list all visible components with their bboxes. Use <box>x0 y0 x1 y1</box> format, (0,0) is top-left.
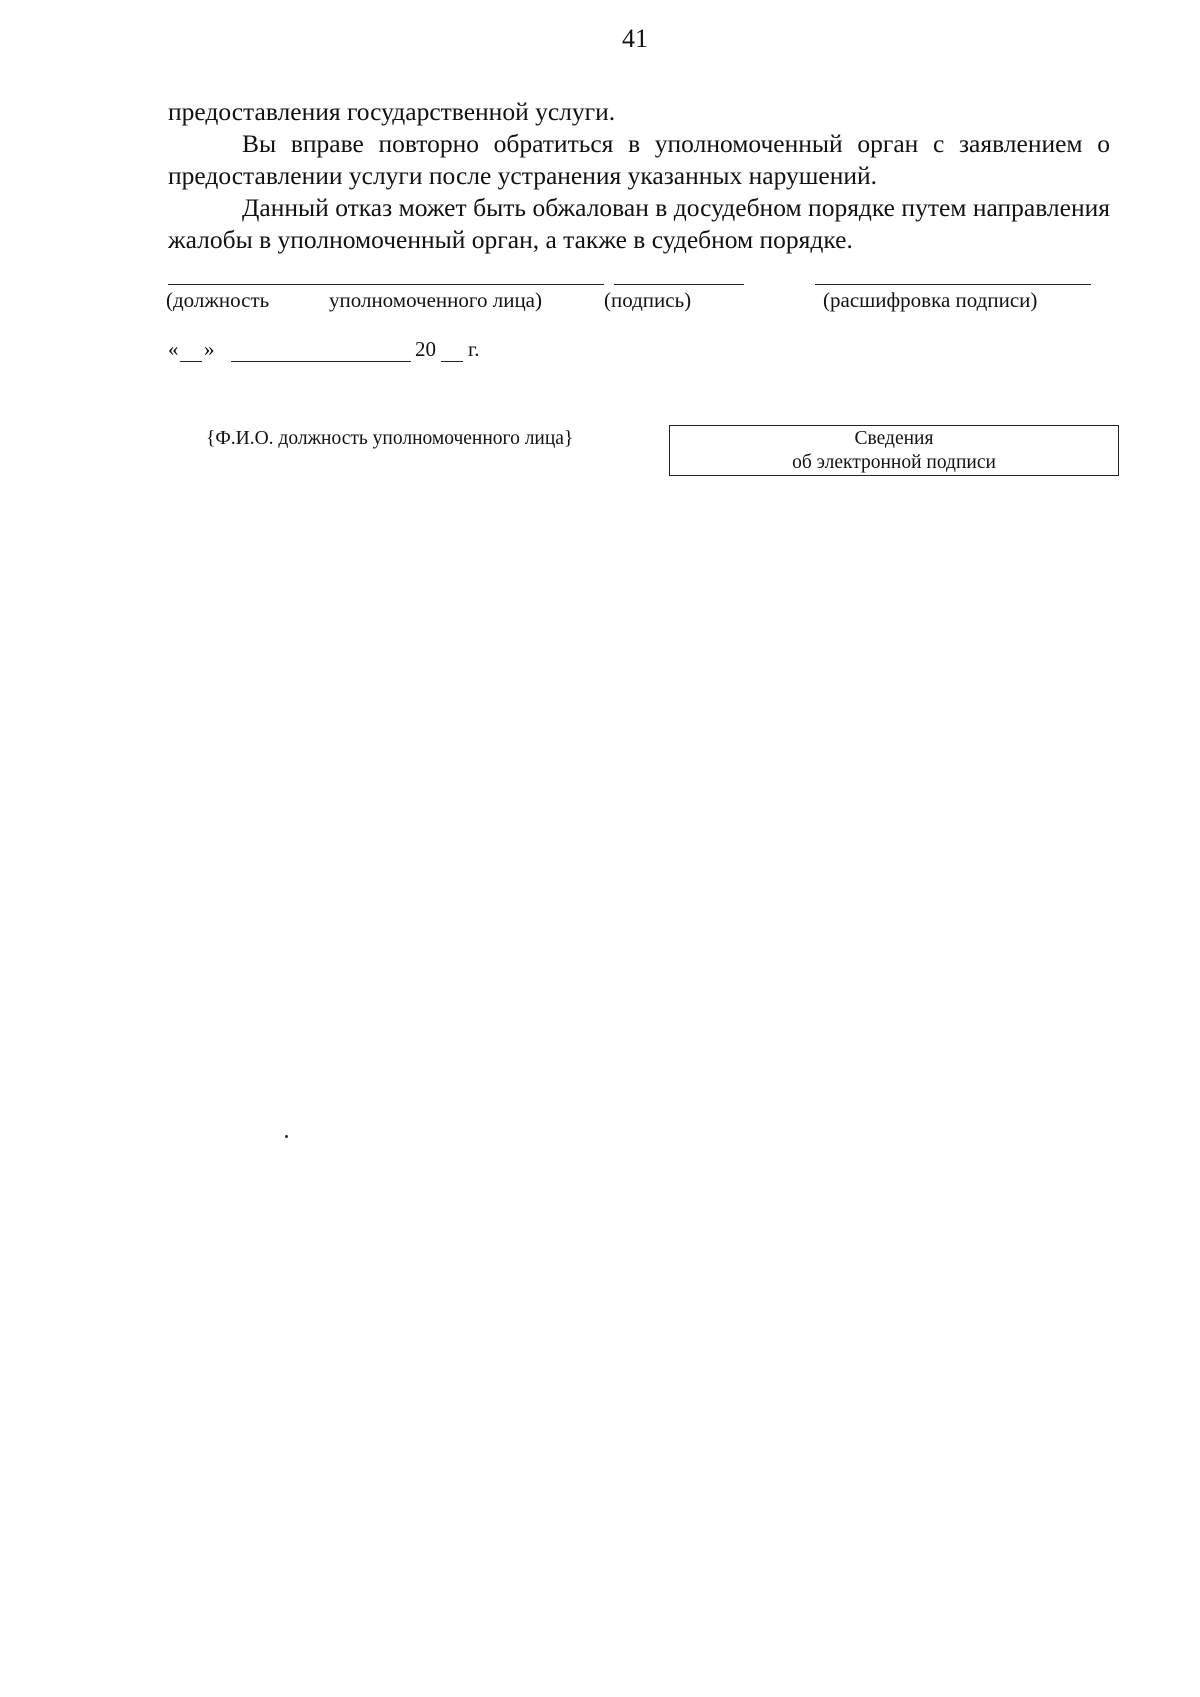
date-open-quote: « <box>168 337 179 361</box>
scan-speck <box>285 1135 288 1138</box>
position-label-part-2: уполномоченного лица) <box>329 288 542 312</box>
signature-box-line-2: об электронной подписи <box>792 452 996 473</box>
body-paragraph-reapply: Вы вправе повторно обратиться в уполномоченный орган с заявлением о предоставлении услуги после устранения указанных нарушений. <box>168 129 1110 190</box>
body-paragraph-appeal: Данный отказ может быть обжалован в досудебном порядке путем направления жалобы в уполномоченный орган, а также в судебном порядке. <box>168 193 1110 254</box>
decryption-label: (расшифровка подписи) <box>823 288 1038 312</box>
date-month-blank <box>231 361 411 362</box>
position-label-part-1: (должность <box>166 288 270 312</box>
document-body <box>168 96 1110 256</box>
date-year-prefix: 20 <box>415 337 436 361</box>
signature-line <box>614 284 744 285</box>
decryption-signature-line <box>815 284 1091 285</box>
date-close-quote: » <box>204 337 215 361</box>
page-number: 41 <box>622 24 648 53</box>
body-line-continuation: предоставления государственной услуги. <box>168 97 616 126</box>
position-signature-line <box>168 284 604 285</box>
date-day-blank <box>180 361 202 362</box>
electronic-signature-box <box>669 425 1119 476</box>
signature-label: (подпись) <box>604 288 692 312</box>
signature-box-line-1: Сведения <box>854 428 934 449</box>
fio-position-label: {Ф.И.О. должность уполномоченного лица} <box>206 428 574 449</box>
date-year-suffix: г. <box>468 337 480 361</box>
date-year-blank <box>441 361 463 362</box>
